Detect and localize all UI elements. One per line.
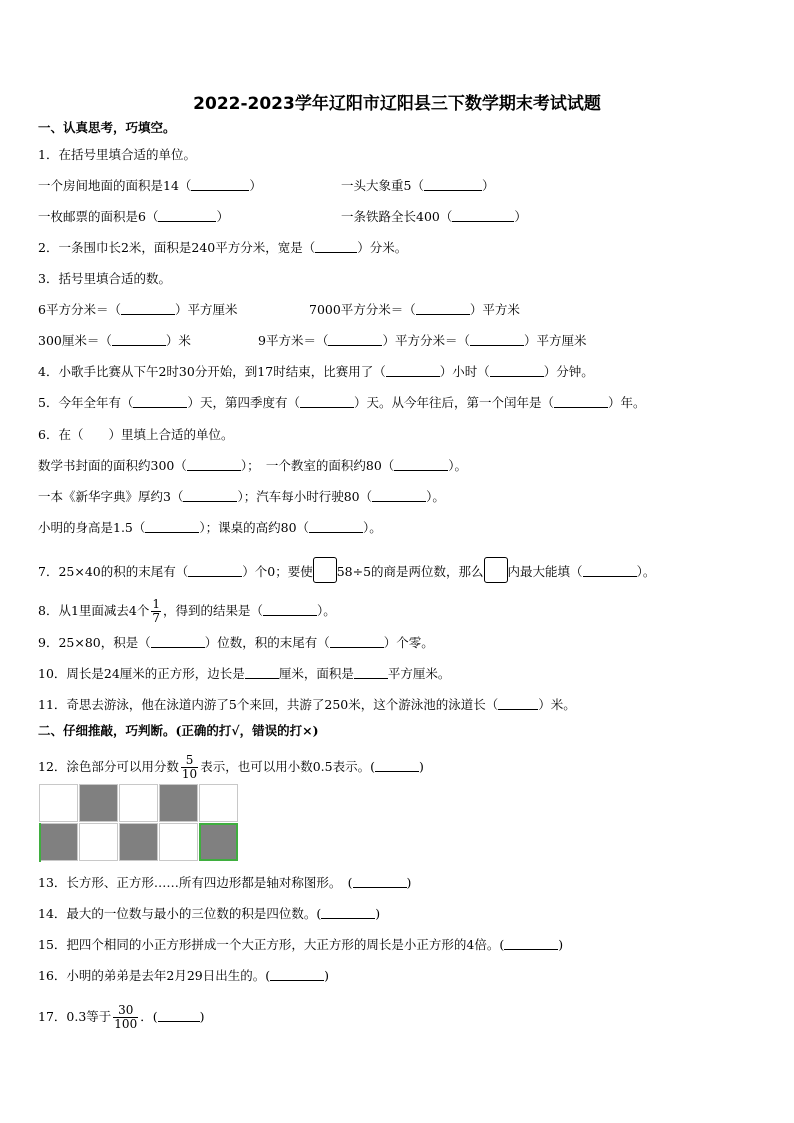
- grid-cell-shaded: [39, 823, 78, 861]
- answer-blank[interactable]: [354, 666, 388, 679]
- q5d-text: ）年。: [608, 395, 646, 410]
- question-3-row-1: [38, 302, 237, 318]
- numerator: 1: [152, 597, 160, 611]
- q7d-text: 内最大能填（: [507, 564, 583, 579]
- question-13: [38, 875, 411, 891]
- question-1-row-1b: 一头大象重5（ ）: [341, 178, 495, 193]
- q1d-text: 一条铁路全长400（: [341, 209, 453, 224]
- denominator: 10: [181, 767, 198, 781]
- answer-blank[interactable]: [112, 333, 166, 346]
- q7b-text: ）个0；要使: [242, 564, 313, 579]
- q3c1-text: 300厘米＝（: [38, 333, 112, 348]
- question-6-row-3: [38, 520, 382, 536]
- question-15: [38, 937, 563, 953]
- q6b3-text: ）。: [426, 489, 445, 504]
- question-12: [38, 754, 424, 781]
- denominator: 7: [152, 611, 160, 625]
- q15b-text: ): [558, 937, 564, 952]
- question-14: [38, 906, 380, 922]
- question-6-row-2: [38, 489, 445, 505]
- question-3-row-1b: [309, 302, 520, 318]
- section-1-heading: 一、认真思考，巧填空。: [38, 120, 176, 135]
- q6a2-text: ）； 一个教室的面积约80（: [240, 458, 395, 473]
- question-1-row-1: 一个房间地面的面积是14（ ）: [38, 178, 262, 193]
- q13a-text: 13．长方形、正方形……所有四边形都是轴对称图形。 (: [38, 875, 353, 890]
- question-6: 6．在（ ）里填上合适的单位。: [38, 427, 234, 442]
- answer-blank[interactable]: [386, 364, 440, 377]
- answer-blank[interactable]: [554, 395, 608, 408]
- answer-blank[interactable]: [151, 635, 205, 648]
- answer-blank[interactable]: [490, 364, 544, 377]
- q6a1-text: 数学书封面的面积约300（: [38, 458, 187, 473]
- denominator: 100: [114, 1017, 138, 1031]
- numerator: 5: [181, 754, 198, 768]
- answer-blank[interactable]: [424, 178, 482, 191]
- q3b2-text: ）平方米: [469, 302, 520, 317]
- grid-cell-blank: [159, 823, 198, 861]
- answer-blank[interactable]: [133, 395, 187, 408]
- q6a3-text: ）。: [448, 458, 468, 473]
- grid-cell-shaded: [119, 823, 158, 861]
- answer-blank[interactable]: [245, 666, 279, 679]
- q17c-text: ): [199, 1009, 205, 1024]
- answer-blank[interactable]: [321, 906, 375, 919]
- answer-blank[interactable]: [328, 333, 382, 346]
- question-3-row-2b: [258, 333, 586, 349]
- q17b-text: ．(: [140, 1009, 158, 1024]
- shaded-grid-figure: [39, 784, 238, 862]
- answer-blank[interactable]: [121, 302, 175, 315]
- q6c2-text: ）；课桌的高约80（: [199, 520, 310, 535]
- q1c-text: 一枚邮票的面积是6（: [38, 209, 159, 224]
- q10b-text: 厘米，面积是: [278, 666, 354, 681]
- q1b-text: 一头大象重5（: [341, 178, 424, 193]
- question-16: [38, 968, 329, 984]
- q5c-text: ）天。从今年往后，第一个闰年是（: [353, 395, 554, 410]
- q9b-text: ）位数，积的末尾有（: [204, 635, 330, 650]
- q10c-text: 平方厘米。: [387, 666, 451, 681]
- q7a-text: 7．25×40的积的末尾有（: [38, 564, 189, 579]
- q9a-text: 9．25×80，积是（: [38, 635, 151, 650]
- q5b-text: ）天，第四季度有（: [187, 395, 300, 410]
- q15a-text: 15．把四个相同的小正方形拼成一个大正方形，大正方形的周长是小正方形的4倍。(: [38, 937, 505, 952]
- q12b-text: 表示，也可以用小数0.5表示。(: [200, 759, 375, 774]
- answer-blank[interactable]: [309, 520, 363, 533]
- q16b-text: ): [324, 968, 330, 983]
- answer-blank[interactable]: [353, 875, 407, 888]
- fraction: [181, 754, 198, 781]
- q16a-text: 16．小明的弟弟是去年2月29日出生的。(: [38, 968, 271, 983]
- grid-cell-selected: [199, 823, 238, 861]
- digit-box[interactable]: [484, 557, 508, 583]
- grid-cell-blank: [119, 784, 158, 822]
- question-7: [38, 557, 655, 583]
- answer-blank[interactable]: [394, 458, 448, 471]
- q6b2-text: ）；汽车每小时行驶80（: [237, 489, 373, 504]
- q4b-text: ）小时（: [439, 364, 490, 379]
- answer-blank[interactable]: [158, 209, 216, 222]
- q3d1-text: 9平方米＝（: [258, 333, 329, 348]
- q2b-text: ）分米。: [357, 240, 408, 255]
- answer-blank[interactable]: [416, 302, 470, 315]
- q11a-text: 11．奇思去游泳，他在泳道内游了5个来回，共游了250米，这个游泳池的泳道长（: [38, 697, 499, 712]
- answer-blank[interactable]: [470, 333, 524, 346]
- answer-blank[interactable]: [191, 178, 249, 191]
- answer-blank[interactable]: [300, 395, 354, 408]
- question-17: [38, 1004, 204, 1031]
- q8b-text: ，得到的结果是（: [163, 603, 264, 618]
- answer-blank[interactable]: [183, 489, 237, 502]
- question-6-row-1: [38, 458, 467, 474]
- question-1: 1．在括号里填合适的单位。: [38, 147, 196, 162]
- answer-blank[interactable]: [145, 520, 199, 533]
- question-8: [38, 598, 336, 625]
- question-5: [38, 395, 646, 411]
- q12c-text: ): [418, 759, 424, 774]
- numerator: 30: [113, 1004, 138, 1018]
- q1a-text: 一个房间地面的面积是14（: [38, 178, 192, 193]
- question-1-row-2b: 一条铁路全长400（ ）: [341, 209, 527, 224]
- answer-blank[interactable]: [263, 603, 317, 616]
- answer-blank[interactable]: [452, 209, 514, 222]
- q3d3-text: ）平方厘米: [523, 333, 587, 348]
- q4c-text: ）分钟。: [543, 364, 594, 379]
- q4a-text: 4．小歌手比赛从下午2时30分开始，到17时结束，比赛用了（: [38, 364, 386, 379]
- question-3-row-2: [38, 333, 191, 349]
- question-2: [38, 240, 407, 256]
- grid-cell-shaded: [159, 784, 198, 822]
- q8a-text: 8．从1里面减去4个: [38, 603, 150, 618]
- page-title: 2022-2023学年辽阳市辽阳县三下数学期末考试试题: [193, 94, 601, 114]
- answer-blank[interactable]: [188, 564, 242, 577]
- answer-blank[interactable]: [315, 240, 357, 253]
- answer-blank[interactable]: [375, 759, 419, 772]
- q14a-text: 14．最大的一位数与最小的三位数的积是四位数。(: [38, 906, 322, 921]
- q5a-text: 5．今年全年有（: [38, 395, 134, 410]
- q6b1-text: 一本《新华字典》厚约3（: [38, 489, 184, 504]
- q11b-text: ）米。: [538, 697, 576, 712]
- q3b1-text: 7000平方分米＝（: [309, 302, 416, 317]
- digit-box[interactable]: [313, 557, 337, 583]
- grid-cell-shaded: [79, 784, 118, 822]
- answer-blank[interactable]: [330, 635, 384, 648]
- section-2-heading: 二、仔细推敲，巧判断。(正确的打√，错误的打×): [38, 723, 319, 738]
- grid-cell-blank: [199, 784, 238, 822]
- q14b-text: ): [375, 906, 381, 921]
- q10a-text: 10．周长是24厘米的正方形，边长是: [38, 666, 245, 681]
- q2a-text: 2．一条围巾长2米，面积是240平方分米，宽是（: [38, 240, 316, 255]
- q9c-text: ）个零。: [383, 635, 434, 650]
- question-3: 3．括号里填合适的数。: [38, 271, 171, 286]
- q7c-text: 58÷5的商是两位数，那么: [336, 564, 484, 579]
- fraction: [151, 598, 161, 625]
- q8c-text: ）。: [317, 603, 336, 618]
- answer-blank[interactable]: [498, 697, 538, 710]
- answer-blank[interactable]: [270, 968, 324, 981]
- grid-cell-blank: [39, 784, 78, 822]
- answer-blank[interactable]: [372, 489, 426, 502]
- q7e-text: ）。: [636, 564, 656, 579]
- question-11: [38, 697, 576, 713]
- grid-selection-edge: [39, 823, 41, 862]
- q17a-text: 17．0.3等于: [38, 1009, 112, 1024]
- fraction: [113, 1004, 138, 1031]
- question-9: [38, 635, 434, 651]
- question-10: [38, 666, 450, 682]
- grid-cell-blank: [79, 823, 118, 861]
- q3a2-text: ）平方厘米: [174, 302, 238, 317]
- q3d2-text: ）平方分米＝（: [382, 333, 470, 348]
- q12a-text: 12．涂色部分可以用分数: [38, 759, 179, 774]
- question-1-row-2: 一枚邮票的面积是6（ ）: [38, 209, 229, 224]
- q6c1-text: 小明的身高是1.5（: [38, 520, 146, 535]
- answer-blank[interactable]: [583, 564, 637, 577]
- q3c2-text: ）米: [165, 333, 191, 348]
- answer-blank[interactable]: [187, 458, 241, 471]
- q3a1-text: 6平方分米＝（: [38, 302, 121, 317]
- q13b-text: ): [406, 875, 412, 890]
- answer-blank[interactable]: [504, 937, 558, 950]
- q6c3-text: ）。: [363, 520, 382, 535]
- answer-blank[interactable]: [158, 1009, 200, 1022]
- question-4: [38, 364, 594, 380]
